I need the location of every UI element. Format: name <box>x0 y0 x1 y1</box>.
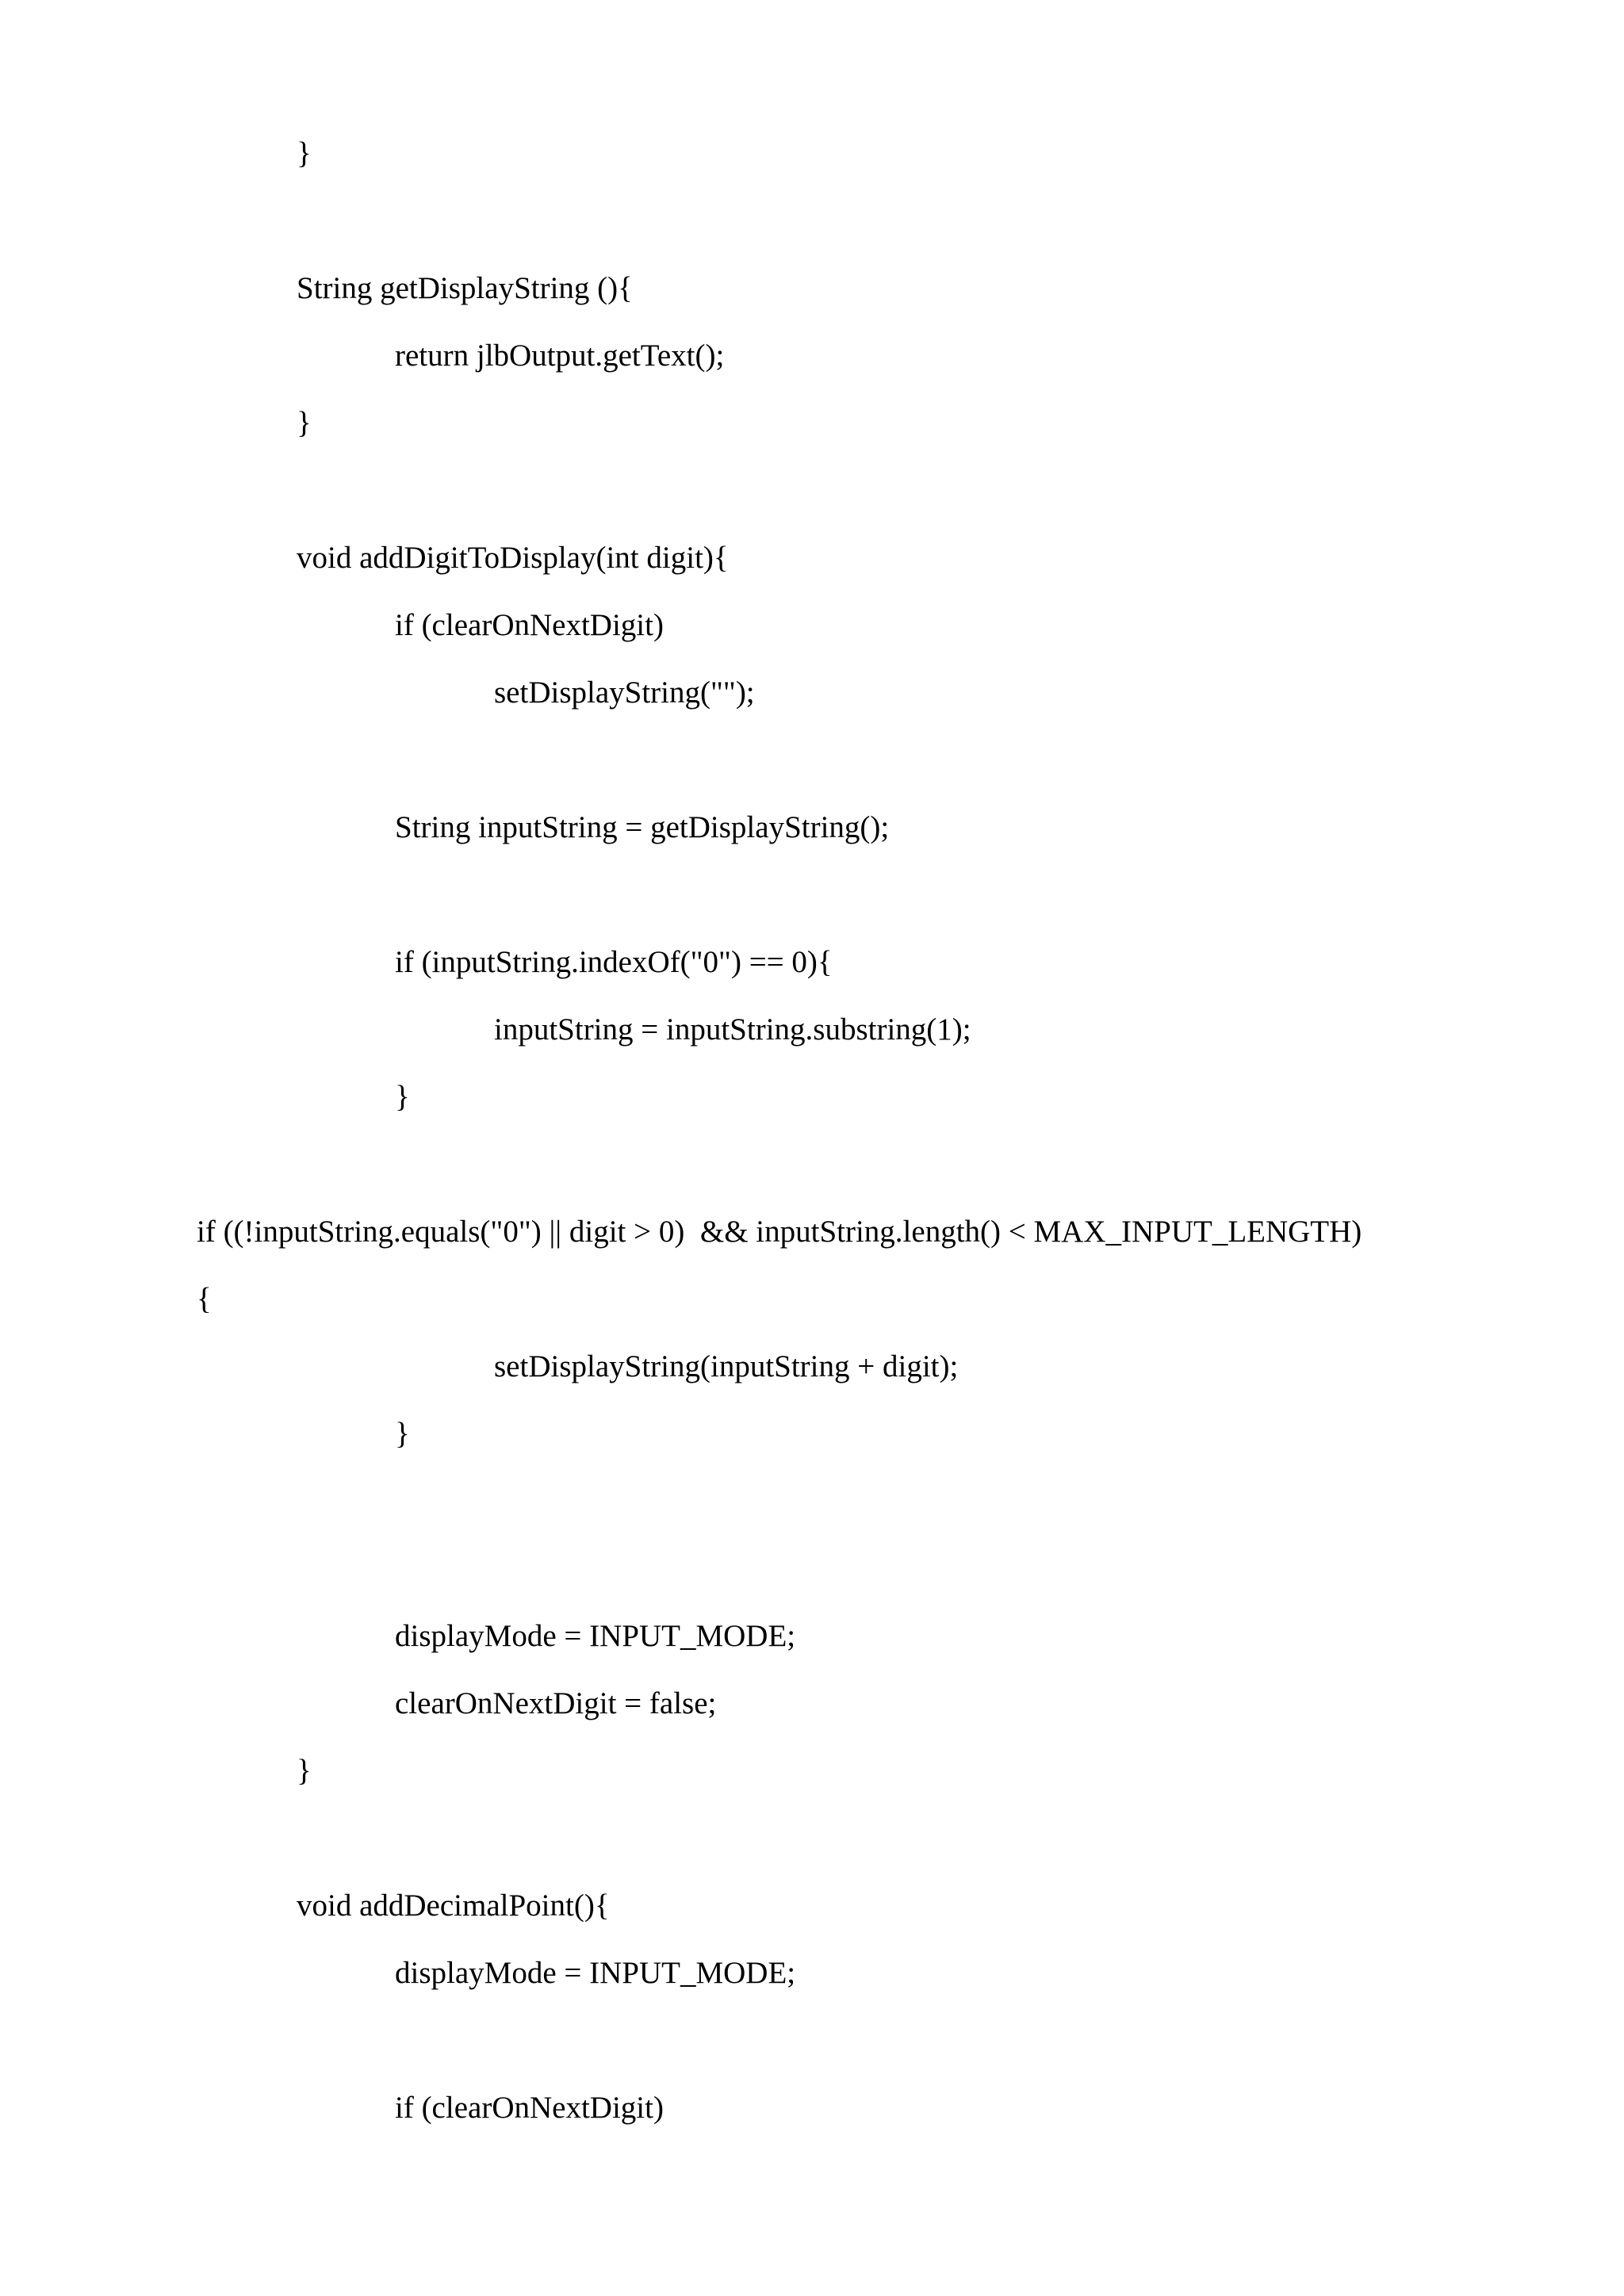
code-line: displayMode = INPUT_MODE; <box>395 1619 796 1653</box>
code-line: String inputString = getDisplayString(); <box>395 810 890 844</box>
code-line: setDisplayString(""); <box>494 675 755 710</box>
code-line: displayMode = INPUT_MODE; <box>395 1956 796 1990</box>
code-line: return jlbOutput.getText(); <box>395 339 725 373</box>
code-line: void addDecimalPoint(){ <box>297 1888 610 1923</box>
code-line: if ((!inputString.equals("0") || digit > 0) && inputString.length() < MAX_INPUT_LENGTH) <box>197 1215 1362 1249</box>
code-line: if (clearOnNextDigit) <box>395 2091 664 2125</box>
code-line: setDisplayString(inputString + digit); <box>494 1349 959 1383</box>
code-line: inputString = inputString.substring(1); <box>494 1012 971 1047</box>
code-line: void addDigitToDisplay(int digit){ <box>297 541 729 575</box>
code-line: } <box>297 406 312 440</box>
code-line: clearOnNextDigit = false; <box>395 1686 717 1720</box>
code-line: { <box>197 1282 212 1316</box>
code-line: if (inputString.indexOf("0") == 0){ <box>395 945 833 979</box>
code-line: } <box>395 1417 410 1451</box>
code-line: } <box>297 136 312 170</box>
code-line: } <box>395 1080 410 1114</box>
code-line: if (clearOnNextDigit) <box>395 608 664 642</box>
code-line: } <box>297 1754 312 1788</box>
code-line: String getDisplayString (){ <box>297 271 633 305</box>
